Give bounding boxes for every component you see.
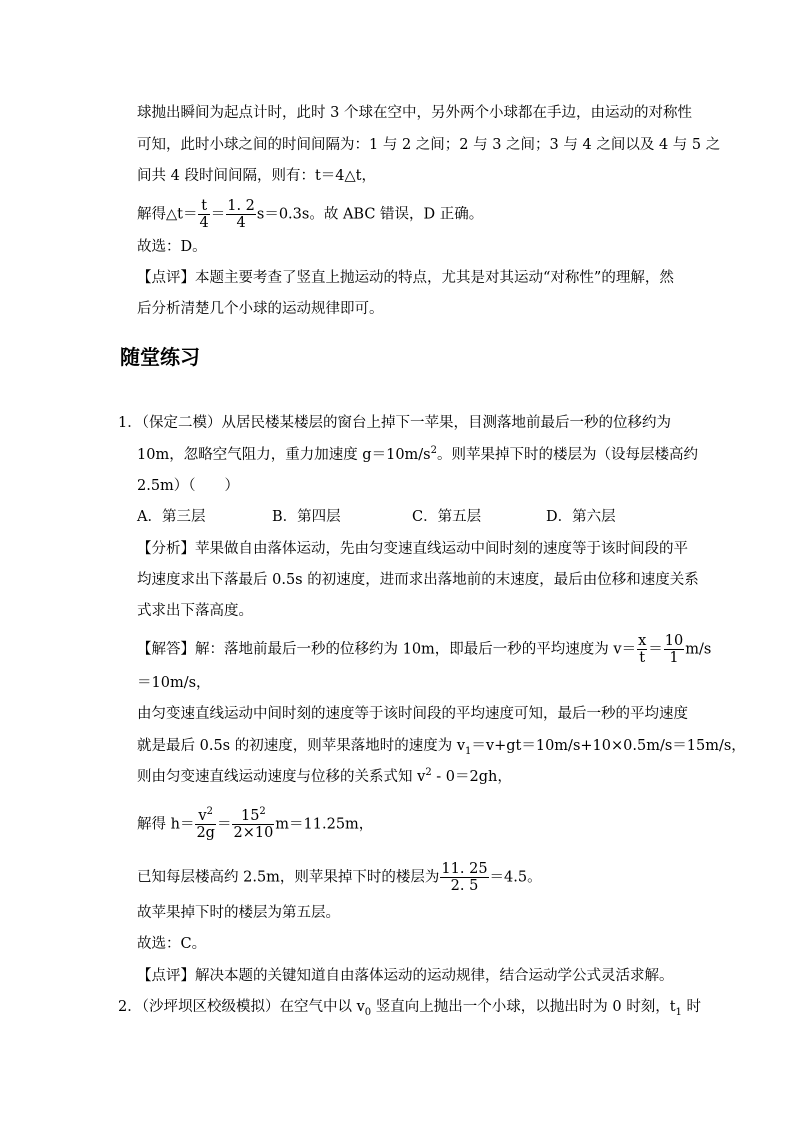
text-span: ＝ [210, 206, 226, 223]
text-span: m＝11.25m， [275, 816, 374, 833]
text-line: 故选：D。 [137, 239, 207, 255]
text-span: ＝ [648, 641, 663, 658]
numerator: x [638, 633, 647, 649]
analysis-line: 均速度求出下落最后 0.5s 的初速度，进而求出落地前的末速度，最后由位移和速度关系 [137, 572, 699, 588]
text-span: 时 [681, 999, 702, 1015]
question-2-stem [118, 997, 701, 1017]
text-line: 间共 4 段时间间隔，则有：t＝4△t， [137, 168, 376, 184]
text-span: 则由匀变速直线运动速度与位移的关系式知 v [137, 769, 426, 785]
solution-line [137, 767, 512, 787]
fraction [195, 808, 216, 841]
section-title: 随堂练习 [120, 345, 200, 369]
subscript: 1 [675, 1006, 682, 1018]
text-span: ＝4.5。 [489, 869, 542, 886]
text-line: 后分析清楚几个小球的运动规律即可。 [137, 301, 384, 317]
fraction [232, 808, 274, 841]
text-span: 解得△t＝ [137, 206, 198, 223]
solution-line [137, 736, 746, 756]
comment-line: 【点评】解决本题的关键知道自由落体运动的运动规律，结合运动学公式灵活求解。 [137, 968, 674, 984]
text-line-with-fraction [137, 198, 483, 231]
text-line: 【点评】本题主要考查了竖直上抛运动的特点，尤其是对其运动“对称性”的理解，然 [137, 270, 674, 286]
fraction [440, 861, 488, 894]
denominator: 2. 5 [440, 877, 488, 894]
text-span: 15 [240, 808, 260, 824]
superscript: 2 [425, 767, 432, 779]
solution-line: ＝10m/s， [137, 675, 211, 691]
option-b: B．第四层 [272, 509, 341, 525]
solution-line-with-fraction [137, 633, 711, 666]
text-span: 。则苹果掉下时的楼层为（设每层楼高约 [437, 447, 698, 463]
text-span: ＝ [216, 816, 232, 833]
solution-line: 由匀变速直线运动中间时刻的速度等于该时间段的平均速度可知，最后一秒的平均速度 [137, 706, 688, 722]
numerator: 1. 2 [227, 198, 255, 214]
text-span: m/s [685, 641, 712, 658]
numerator: t [201, 198, 208, 214]
text-span: - 0＝2gh， [431, 769, 512, 785]
text-span: 已知每层楼高约 2.5m，则苹果掉下时的楼层为 [137, 869, 440, 886]
numerator [232, 808, 274, 824]
numerator [195, 808, 216, 824]
option-d: D．第六层 [546, 509, 616, 525]
option-c: C．第五层 [412, 509, 482, 525]
text-line: 球抛出瞬间为起点计时，此时 3 个球在空中，另外两个小球都在手边，由运动的对称性 [137, 105, 692, 121]
solution-line: 故选：C。 [137, 936, 207, 952]
option-a: A．第三层 [137, 509, 206, 525]
denominator: 2×10 [233, 825, 274, 841]
superscript: 2 [206, 806, 213, 818]
analysis-line: 【分析】苹果做自由落体运动，先由匀变速直线运动中间时刻的速度等于该时间段的平 [137, 541, 688, 557]
numerator: 11. 25 [441, 861, 488, 877]
denominator: 2g [196, 825, 215, 841]
question-1-stem [137, 445, 698, 465]
analysis-line: 式求出下落高度。 [137, 603, 253, 619]
superscript: 2 [430, 445, 437, 457]
fraction [664, 633, 684, 666]
fraction [226, 198, 256, 231]
question-1-stem: 1．（保定二模）从居民楼某楼层的窗台上掉下一苹果，目测落地前最后一秒的位移约为 [118, 415, 671, 431]
text-span: 解得 h＝ [137, 816, 195, 833]
numerator: 10 [664, 633, 684, 649]
text-span: s＝0.3s。故 ABC 错误，D 正确。 [256, 206, 484, 223]
text-span: 【解答】解：落地前最后一秒的位移约为 10m，即最后一秒的平均速度为 v＝ [137, 641, 637, 658]
subscript: 0 [364, 1006, 372, 1018]
solution-line-with-fraction [137, 808, 373, 841]
subscript: 1 [465, 745, 472, 757]
denominator: 1 [664, 649, 684, 666]
text-span: ＝v+gt＝10m/s+10×0.5m/s＝15m/s， [471, 738, 746, 754]
denominator: 4 [199, 215, 209, 231]
text-span: 10m，忽略空气阻力，重力加速度 g＝10m/s [137, 447, 431, 463]
text-span: 竖直向上抛出一个小球，以抛出时为 0 时刻，t [371, 999, 676, 1015]
denominator: t [637, 649, 647, 666]
text-span: 2．（沙坪坝区校级模拟）在空气中以 v [118, 999, 365, 1015]
question-1-stem: 2.5m）（ ） [137, 478, 240, 494]
solution-line-with-fraction [137, 861, 542, 894]
superscript: 2 [259, 806, 266, 818]
text-span: 就是最后 0.5s 的初速度，则苹果落地时的速度为 v [137, 738, 466, 754]
fraction [637, 633, 647, 666]
text-line: 可知，此时小球之间的时间间隔为：1 与 2 之间；2 与 3 之间；3 与 4 之间以及 4 与 5 之 [137, 137, 721, 153]
fraction [198, 198, 209, 231]
denominator: 4 [226, 214, 256, 231]
solution-line: 故苹果掉下时的楼层为第五层。 [137, 905, 340, 921]
text-span: v [198, 808, 207, 824]
